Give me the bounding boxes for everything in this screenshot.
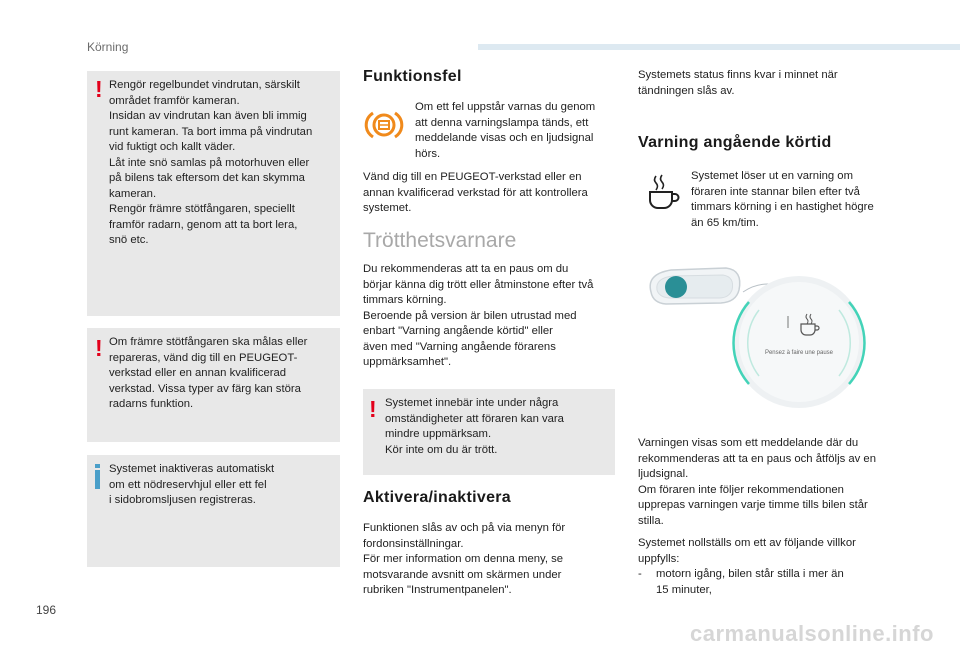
warning-text-attention: Systemet innebär inte under några omständigheter att föraren kan vara mindre uppmärksam. Kör inte om du är trött. [385, 397, 564, 456]
service-warning-lamp-icon [364, 108, 404, 142]
warning-box-camera [87, 71, 340, 316]
chapter-bar [478, 44, 960, 50]
info-text-deactivation: Systemet inaktiveras automatiskt om ett nödreservhjul eller ett fel i sidobromsljusen registreras. [109, 463, 275, 506]
trotthet-body: Du rekommenderas att ta en paus om du börjar känna dig trött eller åtminstone efter två timmars körning. Beroende på version är bilen utrustad med enbart "Varning angående körtid" eller även med "Varning angående förarens uppmärksamhet". [363, 263, 594, 368]
list-item-text: motorn igång, bilen står stilla i mer än 15 minuter, [656, 568, 844, 596]
warning-box-bumper [87, 328, 340, 442]
exclamation-icon: ! [95, 335, 103, 361]
info-box-deactivation [87, 455, 340, 567]
warning-text-camera: Rengör regelbundet vindrutan, särskilt området framför kameran. Insidan av vindrutan kan även bli immig runt kameran. Ta bort imma på vindrutan vid fuktigt och kallt väder. Låt inte snö samlas på motorhuven eller på bilens tak eftersom det kan skymma kameran. Rengör främre stötfångaren, speciellt framför radarn, genom att ta bort lera, snö etc. [109, 79, 313, 246]
instrument-cluster-illustration [641, 262, 903, 426]
warning-text-bumper: Om främre stötfångaren ska målas eller repareras, vänd dig till en PEUGEOT- verkstad eller en annan kvalificerad verkstad. Vissa typer av färg kan störa radarns funktion. [109, 336, 308, 410]
section-title-trotthetsvarnare: Trötthetsvarnare [363, 229, 517, 252]
exclamation-icon: ! [95, 76, 103, 102]
kortid-body2: Systemet nollställs om ett av följande villkor uppfylls: [638, 537, 856, 565]
list-dash: - [638, 568, 642, 580]
memory-intro: Systemets status finns kvar i minnet när tändningen slås av. [638, 69, 838, 97]
coffee-cup-icon [643, 172, 683, 212]
funktionsfel-body: Vänd dig till en PEUGEOT-verkstad eller en annan kvalificerad verkstad för att kontrollera systemet. [363, 171, 588, 214]
list-item [638, 567, 903, 598]
watermark: carmanualsonline.info [690, 621, 934, 646]
aktivera-body: Funktionen slås av och på via menyn för fordonsinställningar. För mer information om denna meny, se motsvarande avsnitt om skärmen under rubriken "Instrumentpanelen". [363, 522, 566, 596]
section-title-kortid: Varning angående körtid [638, 134, 832, 151]
page-number: 196 [36, 603, 57, 617]
funktionsfel-icon-text: Om ett fel uppstår varnas du genom att denna varningslampa tänds, ett meddelande visas och en ljudsignal hörs. [415, 101, 596, 160]
kortid-body1: Varningen visas som ett meddelande där du rekommenderas att ta en paus och åtföljs av en ljudsignal. Om föraren inte följer rekommendationen upprepas varningen varje timme tills bilen står stilla. [638, 437, 876, 527]
section-title-aktivera: Aktivera/inaktivera [363, 489, 512, 506]
chapter-label: Körning [87, 40, 129, 54]
kortid-icon-text: Systemet löser ut en varning om föraren inte stannar bilen efter två timmars körning i en hastighet högre än 65 km/tim. [691, 170, 874, 229]
exclamation-icon: ! [369, 396, 377, 422]
info-icon [95, 464, 100, 489]
display-message: Pensez à faire une pause [764, 350, 834, 356]
warning-box-attention [363, 389, 615, 475]
section-title-funktionsfel: Funktionsfel [363, 68, 462, 85]
